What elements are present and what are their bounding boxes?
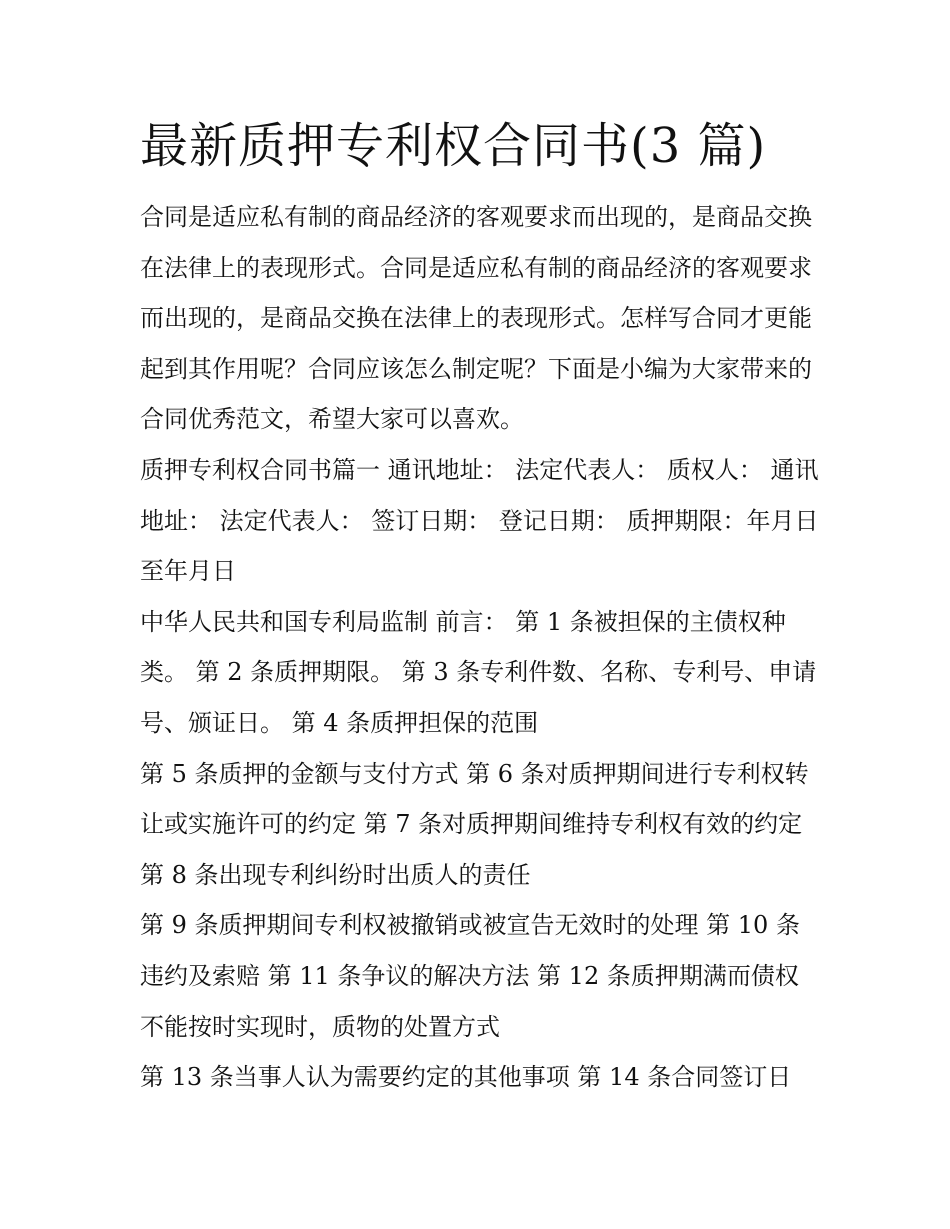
- articles-5-8-paragraph: 第 5 条质押的金额与支付方式 第 6 条对质押期间进行专利权转让或实施许可的约定 第 7 条对质押期间维持专利权有效的约定 第 8 条出现专利纠纷时出质人的责任: [140, 759, 809, 889]
- contract-parties-paragraph: 质押专利权合同书篇一 通讯地址： 法定代表人： 质权人： 通讯地址： 法定代表人： 签订日期： 登记日期： 质押期限：年月日至年月日: [140, 455, 819, 586]
- articles-9-12-paragraph: 第 9 条质押期间专利权被撤销或被宣告无效时的处理 第 10 条违约及索赔 第 11 条争议的解决方法 第 12 条质押期满而债权不能按时实现时，质物的处置方式: [140, 911, 800, 1041]
- intro-paragraph: 合同是适应私有制的商品经济的客观要求而出现的，是商品交换在法律上的表现形式。合同是适应私有制的商品经济的客观要求而出现的，是商品交换在法律上的表现形式。怎样写合同才更能起到其作用呢？合同应该怎么制定呢？下面是小编为大家带来的合同优秀范文，希望大家可以喜欢。: [140, 203, 812, 434]
- articles-13-14-paragraph: 第 13 条当事人认为需要约定的其他事项 第 14 条合同签订日: [140, 1063, 792, 1092]
- document-page: [140, 110, 820, 1103]
- document-title: 最新质押专利权合同书(3 篇): [140, 118, 767, 174]
- articles-1-4-paragraph: 中华人民共和国专利局监制 前言： 第 1 条被担保的主债权种类。 第 2 条质押期限。 第 3 条专利件数、名称、专利号、申请号、颁证日。 第 4 条质押担保的范围: [140, 607, 817, 737]
